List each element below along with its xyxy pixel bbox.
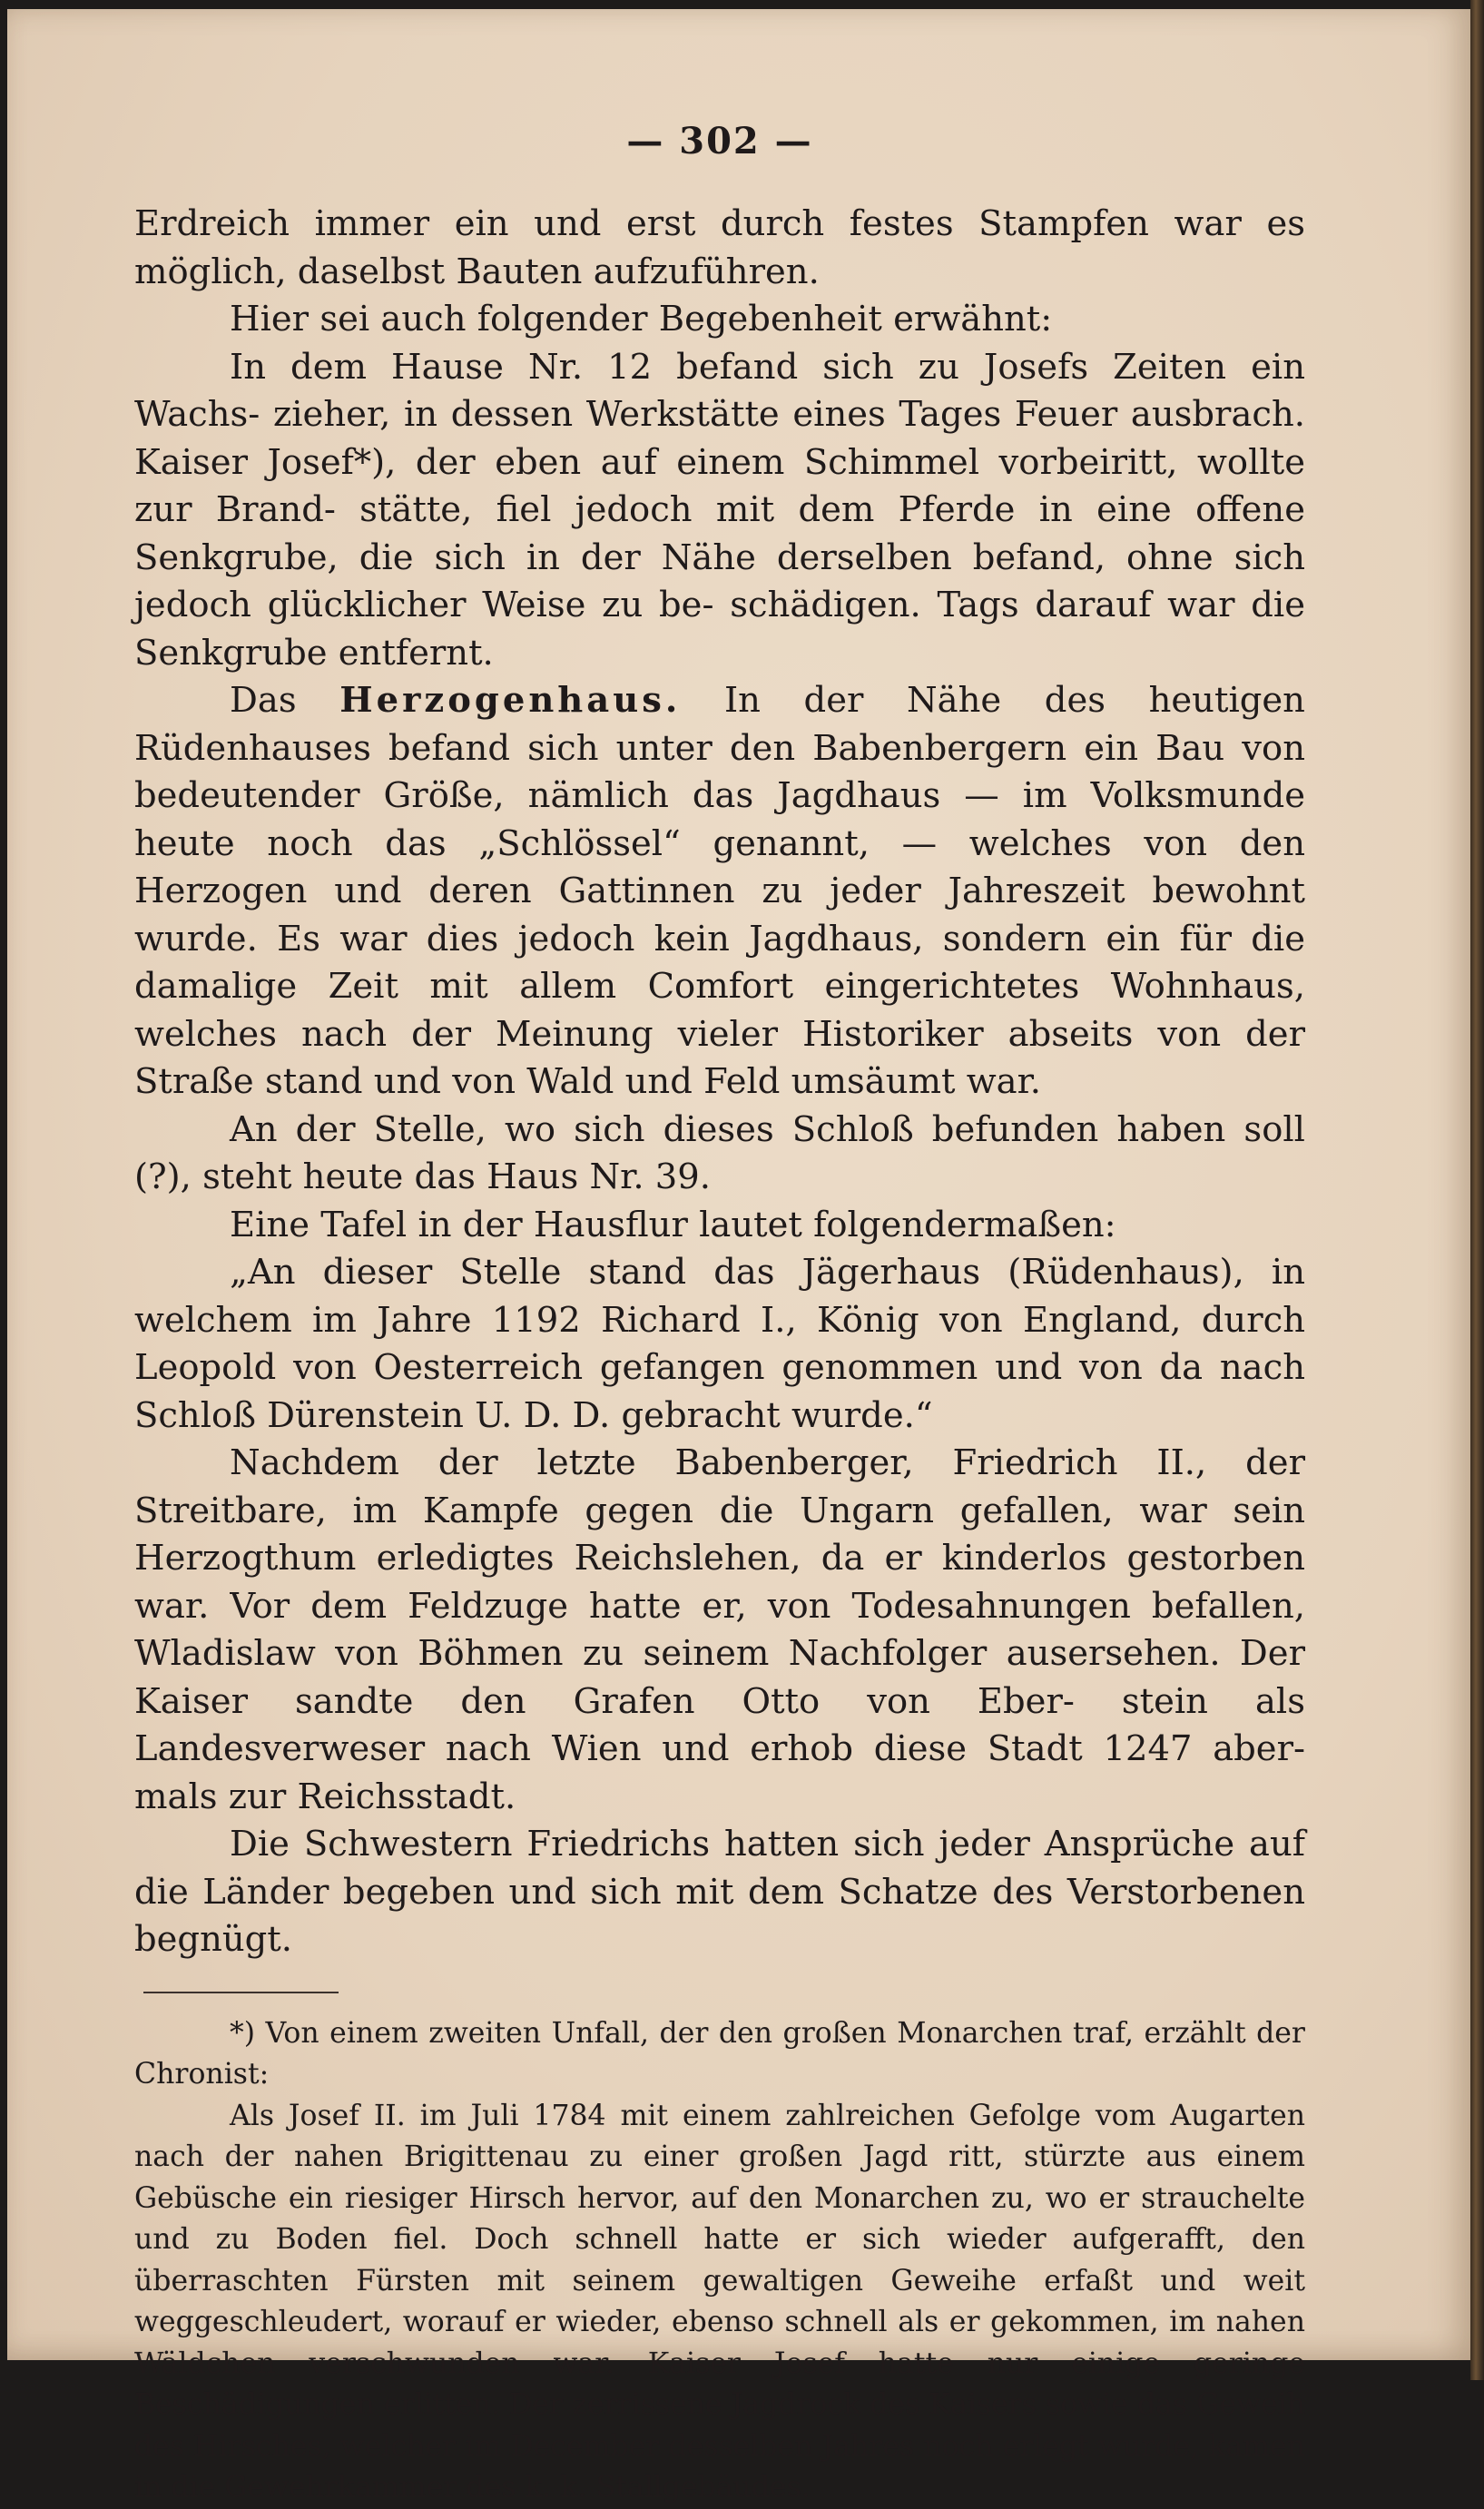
paragraph: Nachdem der letzte Babenberger, Friedrich II., der Streitbare, im Kampfe gegen die Ungarn gefallen, war sein Herzogthum erledigtes Reichslehen, da er kinderlos gestorben war. Vor dem Feldzuge hatte er, von Todesahnungen befallen, Wladislaw von Böhmen zu seinem Nachfolger ausersehen. Der Kaiser sandte den Grafen Otto von Eber- stein als Landesverweser nach Wien und erhob diese Stadt 1247 aber- mals zur Reichsstadt. xyxy=(134,1442,1305,1817)
paragraph: Die Schwestern Friedrichs hatten sich jeder Ansprüche auf die Länder begeben und sich mit dem Schatze des Verstorbenen begnügt. xyxy=(134,1824,1305,1960)
paragraph-quote: „An dieser Stelle stand das Jägerhaus (Rüdenhaus), in welchem im Jahre 1192 Richard I., König von England, durch Leopold von Oesterreich gefangen genommen und von da nach Schloß Dürenstein U. D. D. gebracht wurde.“ xyxy=(134,1252,1305,1436)
footnotes xyxy=(134,2013,1305,2509)
book-page xyxy=(7,9,1470,2504)
paragraph: Erdreich immer ein und erst durch festes Stampfen war es möglich, daselbst Bauten aufzuführen. xyxy=(134,203,1305,292)
page-content xyxy=(134,120,1305,2509)
paragraph-herzogenhaus xyxy=(134,677,1305,1107)
footnote: Als Josef II. im Juli 1784 mit einem zahlreichen Gefolge vom Augarten nach der nahen Brigittenau zu einer großen Jagd ritt, stürzte aus einem Gebüsche ein riesiger Hirsch hervor, auf den Monarchen zu, wo er strauchelte und zu Boden fiel. Doch schnell hatte er sich wieder aufgerafft, den überraschten Fürsten mit seinem gewaltigen Geweihe erfaßt und weit weggeschleudert, worauf er wieder, ebenso schnell als er gekommen, im nahen Wäldchen verschwunden war. Kaiser Josef hatte nur einige geringe Beschädigungen erlitten. Der zerrissene Jagdrock des Kaisers sowie das Geweih des Hirsches, welcher im December desselben Jahres noch erlegt wurde, kamen in die Gewehrkammer des k. k. Stallgebäudes. xyxy=(134,2099,1305,2504)
paragraph: Hier sei auch folgender Begebenheit erwähnt: xyxy=(230,299,1053,339)
paragraph: Eine Tafel in der Hausflur lautet folgendermaßen: xyxy=(230,1204,1116,1245)
book-edge xyxy=(1470,0,1484,2380)
footnote: *) Von einem zweiten Unfall, der den großen Monarchen traf, erzählt der Chronist: xyxy=(134,2016,1305,2091)
paragraph-lead: Das xyxy=(230,680,297,721)
paragraph: An der Stelle, wo sich dieses Schloß befunden haben soll (?), steht heute das Haus Nr. 39. xyxy=(134,1108,1305,1197)
main-text xyxy=(134,201,1305,1964)
page-number: — 302 — xyxy=(626,120,813,162)
paragraph-rest: In der Nähe des heutigen Rüdenhauses befand sich unter den Babenbergern ein Bau von bedeutender Größe, nämlich das Jagdhaus — im Volksmunde heute noch das „Schlössel“ genannt, — welches von den Herzogen und deren Gattinnen zu jeder Jahreszeit bewohnt wurde. Es war dies jedoch kein Jagdhaus, sondern ein für die damalige Zeit mit allem Comfort eingerichtetes Wohnhaus, welches nach der Meinung vieler Historiker abseits von der Straße stand und von Wald und Feld umsäumt war. xyxy=(134,680,1305,1102)
paragraph: In dem Hause Nr. 12 befand sich zu Josefs Zeiten ein Wachs- zieher, in dessen Werkstätte eines Tages Feuer ausbrach. Kaiser Josef*), der eben auf einem Schimmel vorbeiritt, wollte zur Brand- stätte, fiel jedoch mit dem Pferde in eine offene Senkgrube, die sich in der Nähe derselben befand, ohne sich jedoch glücklicher Weise zu be- schädigen. Tags darauf war die Senkgrube entfernt. xyxy=(134,346,1305,674)
footnote-divider xyxy=(143,1992,339,1993)
section-term: Herzogenhaus. xyxy=(339,680,682,721)
